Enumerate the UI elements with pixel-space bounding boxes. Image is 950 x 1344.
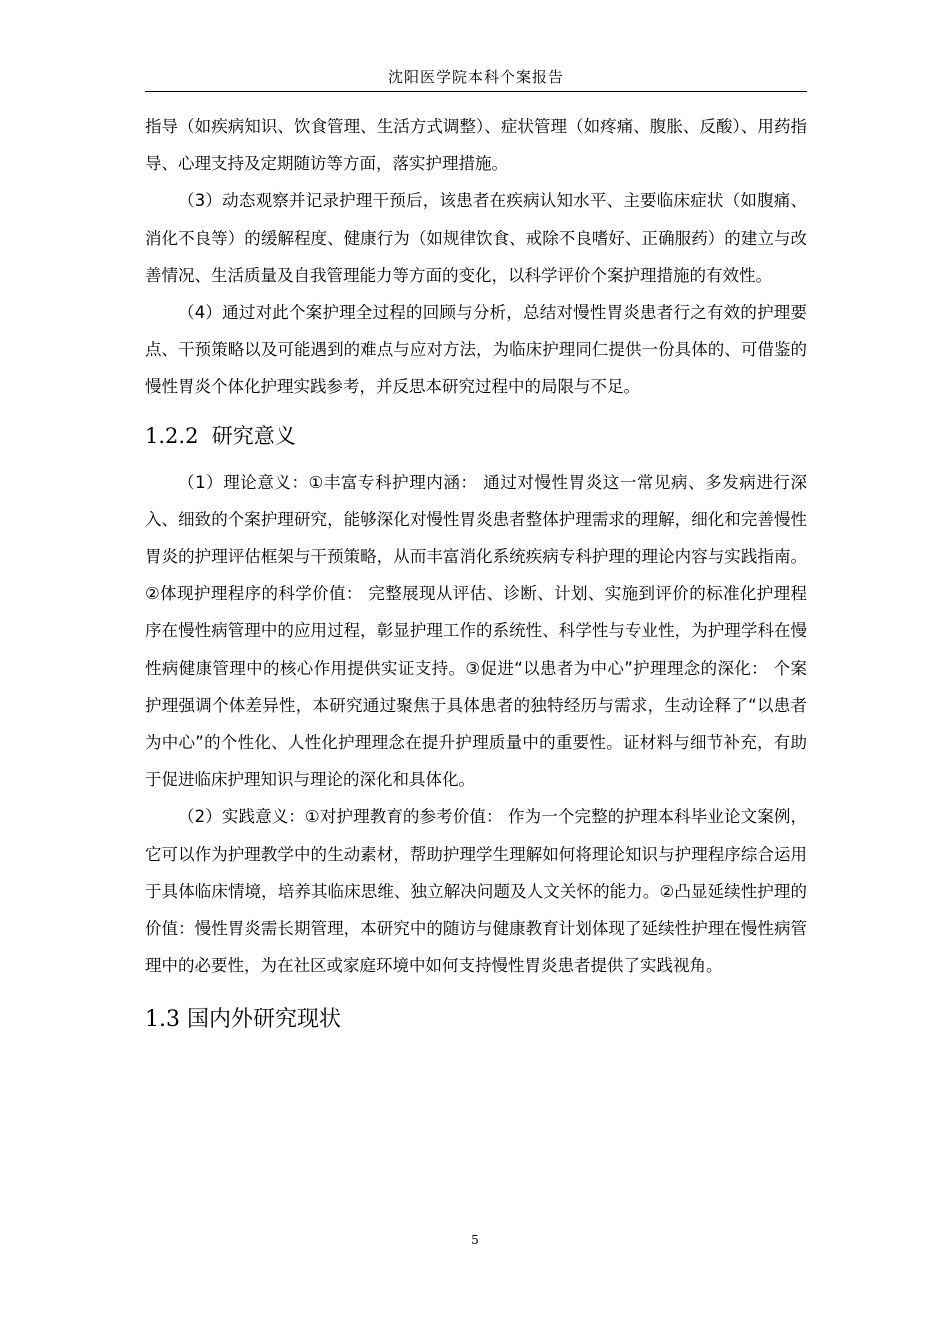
section-title: 研究意义 bbox=[211, 423, 296, 448]
paragraph-practical-significance: （2）实践意义：①对护理教育的参考价值： 作为一个完整的护理本科毕业论文案例，它可以作为护理教学中的生动素材，帮助护理学生理解如何将理论知识与护理程序综合运用于具体临床情境，培养其临床思维、独立解决问题及人文关怀的能力。②凸显延续性护理的价值：慢性胃炎需长期管理，本研究中的随访与健康教育计划体现了延续性护理在慢性病管理中的必要性，为在社区或家庭环境中如何支持慢性胃炎患者提供了实践视角。 bbox=[145, 807, 807, 976]
header-divider bbox=[145, 91, 807, 92]
page-body bbox=[145, 108, 807, 1040]
page-header-title: 沈阳医学院本科个案报告 bbox=[387, 68, 564, 86]
paragraph-objective-4: （4）通过对此个案护理全过程的回顾与分析，总结对慢性胃炎患者行之有效的护理要点、干预策略以及可能遇到的难点与应对方法，为临床护理同仁提供一份具体的、可借鉴的慢性胃炎个体化护理实践参考，并反思本研究过程中的局限与不足。 bbox=[145, 303, 807, 397]
section-number: 1.3 bbox=[145, 1007, 180, 1033]
section-title: 国内外研究现状 bbox=[187, 1007, 342, 1033]
paragraph-objective-3: （3）动态观察并记录护理干预后，该患者在疾病认知水平、主要临床症状（如腹痛、消化不良等）的缓解程度、健康行为（如规律饮食、戒除不良嗜好、正确服药）的建立与改善情况、生活质量及自我管理能力等方面的变化，以科学评价个案护理措施的有效性。 bbox=[145, 191, 807, 285]
paragraph-theoretical-significance: （1）理论意义：①丰富专科护理内涵： 通过对慢性胃炎这一常见病、多发病进行深入、细致的个案护理研究，能够深化对慢性胃炎患者整体护理需求的理解，细化和完善慢性胃炎的护理评估框架与干预策略，从而丰富消化系统疾病专科护理的理论内容与实践指南。②体现护理程序的科学价值： 完整展现从评估、诊断、计划、实施到评价的标准化护理程序在慢性病管理中的应用过程，彰显护理工作的系统性、科学性与专业性，为护理学科在慢性病健康管理中的核心作用提供实证支持。③促进“以患者为中心”护理理念的深化： 个案护理强调个体差异性，本研究通过聚焦于具体患者的独特经历与需求，生动诠释了“以患者为中心”的个性化、人性化护理理念在提升护理质量中的重要性。证材料与细节补充，有助于促进临床护理知识与理论的深化和具体化。 bbox=[145, 472, 807, 790]
section-heading-1-3 bbox=[145, 1000, 807, 1040]
section-heading-1-2-2 bbox=[145, 416, 807, 456]
paragraph-continuation: 指导（如疾病知识、饮食管理、生活方式调整）、症状管理（如疼痛、腹胀、反酸）、用药指导、心理支持及定期随访等方面，落实护理措施。 bbox=[145, 117, 807, 174]
page-number: 5 bbox=[471, 1233, 479, 1247]
section-number: 1.2.2 bbox=[145, 423, 199, 448]
